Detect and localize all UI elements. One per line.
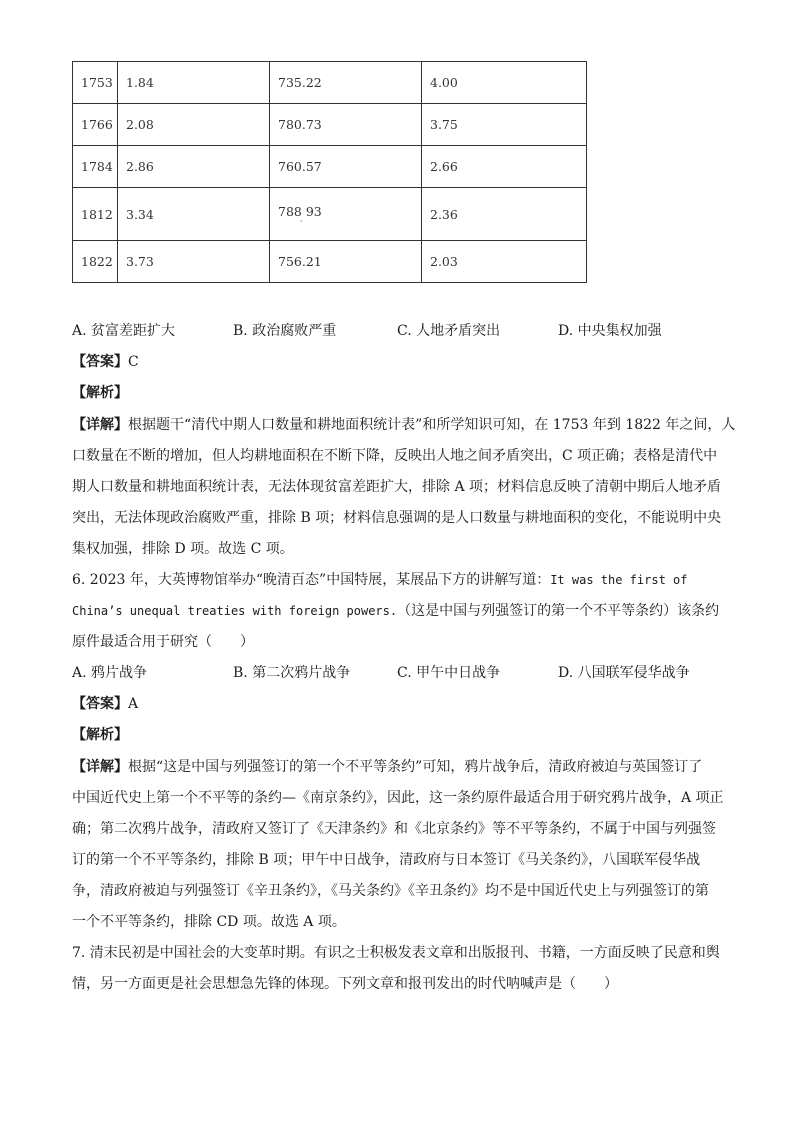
q5-detail-line: 集权加强，排除 D 项。故选 C 项。	[72, 541, 294, 557]
farmland-cell	[270, 188, 422, 241]
detail-tag: 【详解】	[72, 417, 128, 433]
year-cell: 1812	[73, 188, 118, 241]
q6-analysis-tag: 【解析】	[72, 727, 128, 743]
q5-answer	[72, 352, 139, 372]
q5-option-a[interactable]: A. 贫富差距扩大	[72, 323, 176, 339]
q7-stem-line: 情，另一方面更是社会思想急先锋的体现。下列文章和报刊发出的时代呐喊声是（ ）	[72, 976, 618, 992]
q5-option-b[interactable]: B. 政治腐败严重	[233, 323, 337, 339]
table-row	[73, 62, 587, 104]
q6-detail-line: 确；第二次鸦片战争，清政府又签订了《天津条约》和《北京条约》等不平等条约，不属于中国与列强签	[72, 821, 716, 837]
q6-stem-line: China’s unequal treaties with foreign powers.（这是中国与列强签订的第一个不平等条约）该条约	[72, 603, 720, 619]
table-row	[73, 104, 587, 146]
population-cell: 1.84	[118, 62, 270, 104]
year-cell: 1766	[73, 104, 118, 146]
q5-detail-line: 【详解】根据题干“清代中期人口数量和耕地面积统计表”和所学知识可知，在 1753 年到 1822 年之间，人	[72, 417, 736, 433]
year-cell: 1784	[73, 146, 118, 188]
answer-tag: 【答案】	[72, 354, 128, 370]
q6-detail-line: 【详解】根据“这是中国与列强签订的第一个不平等条约”可知，鸦片战争后，清政府被迫与英国签订了	[72, 759, 703, 775]
q6-option-c[interactable]: C. 甲午中日战争	[397, 665, 501, 681]
q6-stem-line: 原件最适合用于研究（ ）	[72, 634, 254, 650]
q6-detail-line: 一个不平等条约，排除 CD 项。故选 A 项。	[72, 914, 346, 930]
q5-detail-line: 突出，无法体现政治腐败严重，排除 B 项；材料信息强调的是人口数量与耕地面积的变化，不能说明中央	[72, 510, 722, 526]
q5-option-d[interactable]: D. 中央集权加强	[558, 323, 662, 339]
farmland-cell: 760.57	[270, 146, 422, 188]
farmland-cell: 735.22	[270, 62, 422, 104]
q5-analysis-tag: 【解析】	[72, 385, 128, 401]
answer-value: A	[128, 696, 139, 712]
q7-stem-line: 7. 清末民初是中国社会的大变革时期。有识之士积极发表文章和出版报刊、书籍，一方面反映了民意和舆	[72, 945, 720, 961]
table-row	[73, 241, 587, 283]
q5-option-c[interactable]: C. 人地矛盾突出	[397, 323, 501, 339]
q6-detail-line: 订的第一个不平等条约，排除 B 项；甲午中日战争，清政府与日本签订《马关条约》，八国联军侵华战	[72, 852, 701, 868]
q5-detail-line: 期人口数量和耕地面积统计表，无法体现贫富差距扩大，排除 A 项；材料信息反映了清朝中期后人地矛盾	[72, 479, 722, 495]
q6-detail-line: 争，清政府被迫与列强签订《辛丑条约》，《马关条约》《辛丑条约》均不是中国近代史上与列强签订的第	[72, 883, 709, 899]
q6-option-a[interactable]: A. 鸦片战争	[72, 665, 148, 681]
year-cell: 1753	[73, 62, 118, 104]
farmland-value: 788 93	[278, 203, 322, 219]
farmland-cell: 780.73	[270, 104, 422, 146]
answer-tag: 【答案】	[72, 696, 128, 712]
per-capita-cell: 2.66	[422, 146, 587, 188]
per-capita-cell: 2.36	[422, 188, 587, 241]
per-capita-cell: 2.03	[422, 241, 587, 283]
q6-option-b[interactable]: B. 第二次鸦片战争	[233, 665, 351, 681]
q6-answer	[72, 694, 138, 714]
per-capita-cell: 4.00	[422, 62, 587, 104]
population-cell: 3.34	[118, 188, 270, 241]
table-row	[73, 146, 587, 188]
q5-detail-line: 口数量在不断的增加，但人均耕地面积在不断下降，反映出人地之间矛盾突出，C 项正确；表格是清代中	[72, 448, 718, 464]
answer-value: C	[128, 354, 139, 370]
population-cell: 2.86	[118, 146, 270, 188]
q6-stem-line: 6. 2023 年，大英博物馆举办“晚清百态”中国特展，某展品下方的讲解写道：It was the first of	[72, 572, 688, 588]
q6-detail-line: 中国近代史上第一个不平等的条约—《南京条约》，因此，这一条约原件最适合用于研究鸦片战争，A 项正	[72, 790, 724, 806]
table-row	[73, 188, 587, 241]
stray-dot: ·	[300, 216, 303, 226]
q6-option-d[interactable]: D. 八国联军侵华战争	[558, 665, 690, 681]
statistics-table	[72, 61, 587, 283]
farmland-cell: 756.21	[270, 241, 422, 283]
population-cell: 3.73	[118, 241, 270, 283]
year-cell: 1822	[73, 241, 118, 283]
population-cell: 2.08	[118, 104, 270, 146]
per-capita-cell: 3.75	[422, 104, 587, 146]
detail-tag: 【详解】	[72, 759, 128, 775]
